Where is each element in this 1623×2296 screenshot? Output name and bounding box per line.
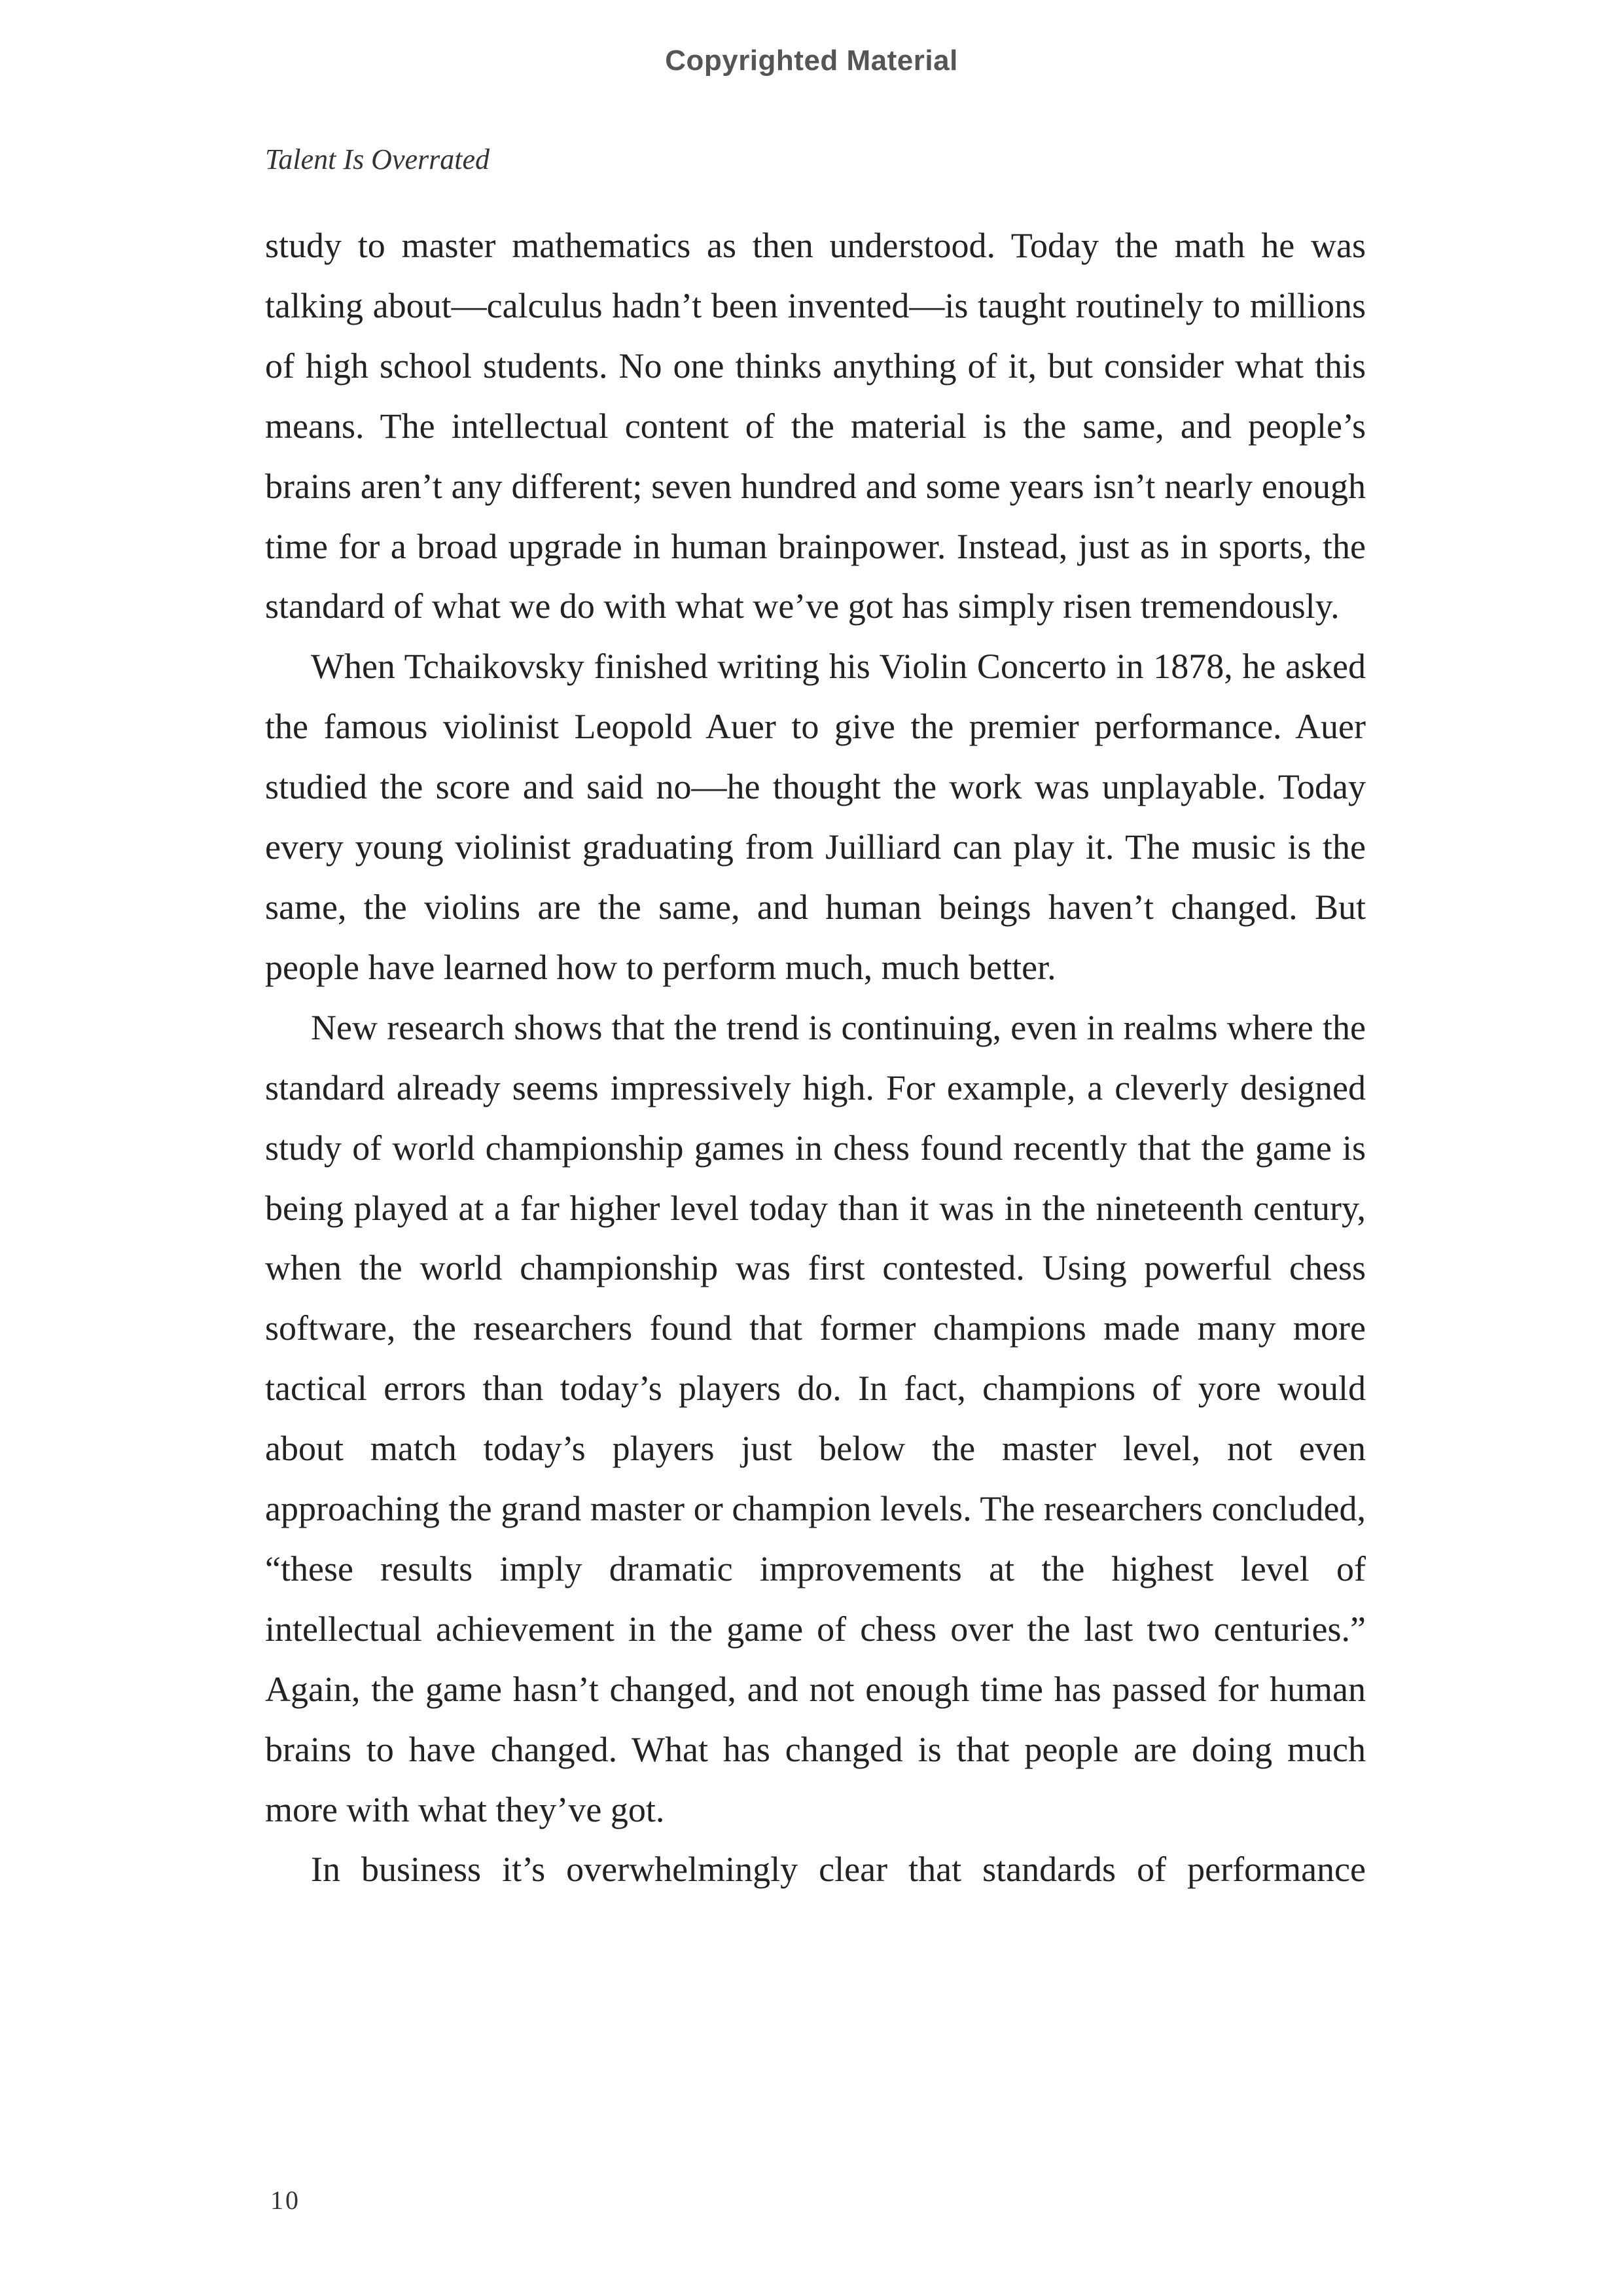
paragraph-2: When Tchaikovsky finished writing his Violin Concerto in 1878, he asked the famous violinist Leopold Auer to give the premier performance. Auer studied the score and said no—he thought the work was unplayable. Today every young violinist graduating from Juilliard can play it. The music is the same, the violins are the same, and human beings haven’t changed. But people have learned how to perform much, much better. (265, 647, 1366, 987)
paragraph-4: In business it’s overwhelmingly clear that standards of performance (311, 1850, 1366, 1890)
paragraph-1: study to master mathematics as then understood. Today the math he was talking about—calculus hadn’t been invented—is taught routinely to millions of high school students. No one thinks anything of it, but consider what this means. The intellectual content of the material is the same, and people’s brains aren’t any different; seven hundred and some years isn’t nearly enough time for a broad upgrade in human brainpower. Instead, just as in sports, the standard of what we do with what we’ve got has simply risen tremendously. (265, 226, 1366, 626)
copyright-watermark: Copyrighted Material (665, 45, 958, 77)
body-text (265, 216, 1366, 1900)
running-head: Talent Is Overrated (265, 143, 490, 175)
page-number: 10 (270, 2185, 300, 2215)
paragraph-3: New research shows that the trend is continuing, even in realms where the standard already seems impressively high. For example, a cleverly designed study of world championship games in chess found recently that the game is being played at a far higher level today than it was in the nineteenth century, when the world championship was first contested. Using powerful chess software, the researchers found that former champions made many more tactical errors than today’s players do. In fact, champions of yore would about match today’s players just below the master level, not even approaching the grand master or champion levels. The researchers concluded, “these results imply dramatic improvements at the highest level of intellectual achievement in the game of chess over the last two centuries.” Again, the game hasn’t changed, and not enough time has passed for human brains to have changed. What has changed is that people are doing much more with what they’ve got. (265, 1007, 1366, 1829)
